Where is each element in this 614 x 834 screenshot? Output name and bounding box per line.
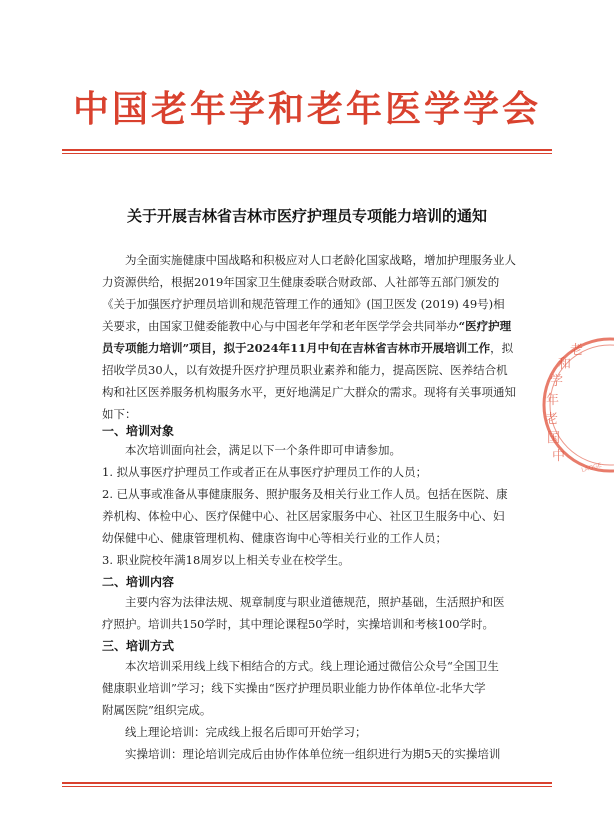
- section-3-heading: 三、培训方式: [102, 639, 175, 653]
- section-1-heading: 一、培训对象: [102, 424, 175, 438]
- section-3-line-3: 附属医院”组织完成。: [102, 703, 212, 717]
- section-2-heading: 二、培训内容: [102, 575, 175, 589]
- official-seal: [530, 330, 610, 480]
- section-2-line-2: 疗照护。培训共150学时，其中理论课程50学时，实操培训和考核100学时。: [102, 617, 495, 631]
- section-3-line-2: 健康职业培训”学习；线下实操由“医疗护理员职业能力协作体单位-北华大学: [102, 681, 486, 695]
- intro-paragraph: [102, 249, 516, 425]
- section-3-line-5: 实操培训：理论培训完成后由协作体单位统一组织进行为期5天的实操培训: [125, 747, 501, 761]
- footer-rule-thick: [62, 782, 552, 784]
- notice-title: 关于开展吉林省吉林市医疗护理员专项能力培训的通知: [126, 207, 487, 225]
- section-1-item-2-line-3: 幼保健中心、健康管理机构、健康咨询中心等相关行业的工作人员；: [102, 531, 447, 545]
- seal-small-text: LAOGE: [580, 461, 603, 474]
- intro-text: 为全面实施健康中国战略和积极应对人口老龄化国家战略，增加护理服务业人力资源供给，根据2019年国家卫生健康委联合财政部、人社部等五部门颁发的《关于加强医疗护理员培训和规范管理工作的通知》(国卫医发 (2019) 49号)相关要求，由国家卫健委能教中心与中国老年学和老年医学学会共同举办: [102, 253, 516, 333]
- letterhead-title: 中国老年学和老年医学学会: [72, 89, 541, 130]
- section-1-item-2-line-2: 养机构、体检中心、医疗保健中心、社区居家服务中心、社区卫生服务中心、妇: [102, 509, 505, 523]
- section-2-line-1: 主要内容为法律法规、规章制度与职业道德规范，照护基础，生活照护和医: [125, 595, 505, 609]
- intro-bold-text: “医疗护理员专项能力培训”项目，拟于2024年11月中旬在吉林省吉林市开展培训工作: [102, 319, 512, 355]
- section-1-intro: 本次培训面向社会，满足以下一个条件即可申请参加。: [125, 443, 401, 457]
- section-1-item-2-line-1: 2. 已从事或准备从事健康服务、照护服务及相关行业工作人员。包括在医院、康: [102, 487, 508, 501]
- section-1-item-3: 3. 职业院校年满18周岁以上相关专业在校学生。: [102, 553, 350, 567]
- footer-rule-thin: [62, 786, 552, 787]
- section-3-line-4: 线上理论培训：完成线上报名后即可开始学习；: [125, 725, 367, 739]
- intro-text-end: ，拟招收学员30人，以有效提升医疗护理员职业素养和能力，提高医院、医养结合机构和社区医养服务机构服务水平，更好地满足广大群众的需求。现将有关事项通知如下：: [102, 341, 516, 421]
- section-1-item-1: 1. 拟从事医疗护理员工作或者正在从事医疗护理员工作的人员；: [102, 465, 428, 479]
- section-3-line-1: 本次培训采用线上线下相结合的方式。线上理论通过微信公众号“全国卫生: [125, 659, 499, 673]
- seal-text: 中 国 老 年 学 和 老: [545, 343, 584, 464]
- letterhead-rule-thin: [62, 153, 552, 154]
- letterhead-rule-thick: [62, 149, 552, 151]
